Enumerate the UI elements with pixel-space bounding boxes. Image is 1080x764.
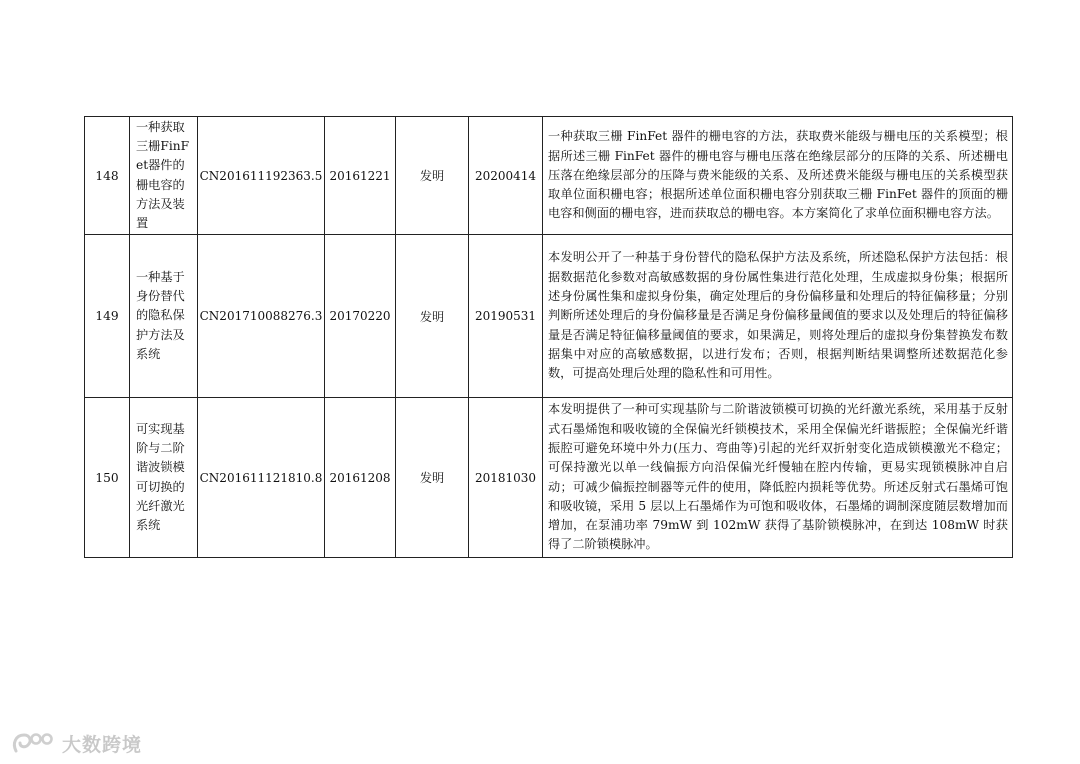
application-date: 20170220 [325, 235, 396, 398]
patent-name: 可实现基阶与二阶谐波锁模可切换的光纤激光系统 [136, 421, 185, 533]
application-date: 20161208 [325, 398, 396, 558]
application-number: CN201611192363.5 [198, 117, 325, 235]
table-row [85, 117, 1013, 235]
row-number: 148 [85, 117, 130, 235]
table-row [85, 235, 1013, 398]
table-row [85, 398, 1013, 558]
patent-name-cell [130, 235, 198, 398]
application-date: 20161221 [325, 117, 396, 235]
patent-abstract: 一种获取三栅 FinFet 器件的栅电容的方法，获取费米能级与栅电压的关系模型；根据所述三栅 FinFet 器件的栅电容与栅电压落在绝缘层部分的压降的关系、所述栅电压落在绝缘层部分的压降与费米能级的关系、及所述费米能级与栅电压的关系模型获取单位面积栅电容；根据所述单位面积栅电容分别获取三栅 FinFet 器件的顶面的栅电容和侧面的栅电容，进而获取总的栅电容。本方案简化了求单位面积栅电容方法。 [543, 117, 1013, 235]
patent-type: 发明 [396, 398, 469, 558]
application-number: CN201611121810.8 [198, 398, 325, 558]
weibo-style-logo-icon [10, 729, 56, 757]
publication-date: 20181030 [469, 398, 543, 558]
publication-date: 20200414 [469, 117, 543, 235]
patent-table [84, 116, 1013, 558]
patent-abstract: 本发明公开了一种基于身份替代的隐私保护方法及系统，所述隐私保护方法包括：根据数据范化参数对高敏感数据的身份属性集进行范化处理，生成虚拟身份集；根据所述身份属性集和虚拟身份集，确定处理后的身份偏移量和处理后的特征偏移量；分别判断所述处理后的身份偏移量是否满足身份偏移量阈值的要求以及处理后的特征偏移量是否满足特征偏移量阈值的要求，如果满足，则将处理后的虚拟身份集替换发布数据集中对应的高敏感数据，以进行发布；否则，根据判断结果调整所述数据范化参数，可提高处理后处理的隐私性和可用性。 [543, 235, 1013, 398]
application-number: CN201710088276.3 [198, 235, 325, 398]
watermark [10, 728, 142, 758]
row-number: 149 [85, 235, 130, 398]
patent-name-cell [130, 117, 198, 235]
patent-type: 发明 [396, 117, 469, 235]
patent-type: 发明 [396, 235, 469, 398]
patent-name: 一种获取三栅FinFet器件的栅电容的方法及装置 [136, 119, 190, 231]
patent-name: 一种基于身份替代的隐私保护方法及系统 [136, 269, 185, 361]
row-number: 150 [85, 398, 130, 558]
watermark-text: 大数跨境 [62, 733, 143, 756]
patent-name-cell [130, 398, 198, 558]
patent-abstract: 本发明提供了一种可实现基阶与二阶谐波锁模可切换的光纤激光系统，采用基于反射式石墨烯饱和吸收镜的全保偏光纤锁模技术，采用全保偏光纤谐振腔；全保偏光纤谐振腔可避免环境中外力(压力、弯曲等)引起的光纤双折射变化造成锁模激光不稳定；可保持激光以单一线偏振方向沿保偏光纤慢轴在腔内传输，更易实现锁模脉冲自启动；可减少偏振控制器等元件的使用，降低腔内损耗等优势。所述反射式石墨烯可饱和吸收镜，采用 5 层以上石墨烯作为可饱和吸收体，石墨烯的调制深度随层数增加而增加，在泵浦功率 79mW 到 102mW 获得了基阶锁模脉冲，在到达 108mW 时获得了二阶锁模脉冲。 [543, 398, 1013, 558]
publication-date: 20190531 [469, 235, 543, 398]
